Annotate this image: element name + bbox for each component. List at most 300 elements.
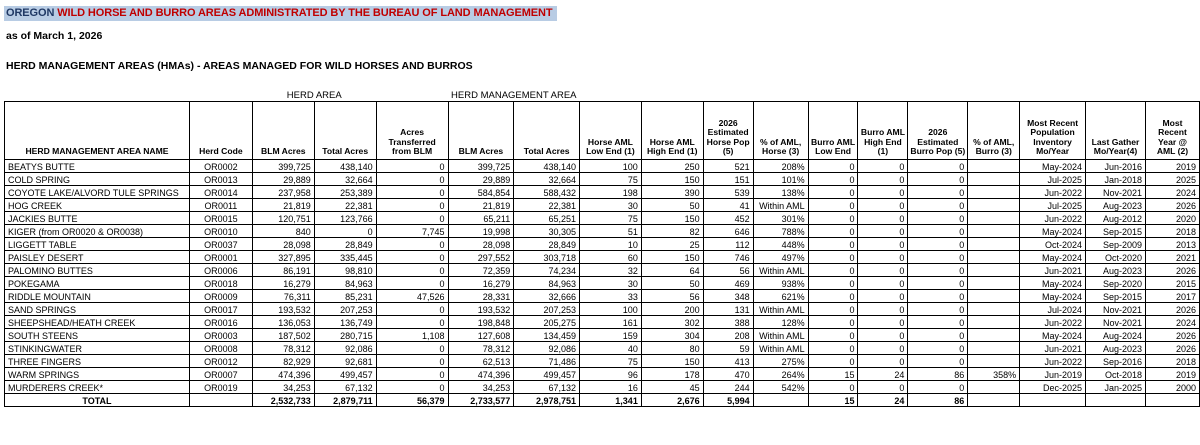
cell-burro-aml-low: 15 — [808, 367, 858, 380]
cell-acres-transferred: 0 — [376, 341, 448, 354]
cell-horse-aml-high: 45 — [641, 380, 703, 393]
cell-burro-pop: 0 — [908, 341, 968, 354]
cell-horse-aml-high: 25 — [641, 237, 703, 250]
cell-burro-aml-high: 0 — [858, 250, 908, 263]
cell-acres-transferred: 0 — [376, 185, 448, 198]
cell-recent-year-aml: 2026 — [1146, 263, 1200, 276]
cell-burro-aml-high: 0 — [858, 315, 908, 328]
cell-pct-aml-burro — [968, 237, 1020, 250]
cell-pop-inventory: May-2024 — [1020, 276, 1086, 289]
cell-horse-aml-high: 200 — [641, 302, 703, 315]
col-header-burro-pop: 2026 Estimated Burro Pop (5) — [908, 101, 968, 159]
cell-horse-aml-high: 250 — [641, 159, 703, 172]
cell-herd-code: OR0003 — [189, 328, 252, 341]
cell-recent-year-aml: 2019 — [1146, 367, 1200, 380]
cell-hma-total-acres: 67,132 — [514, 380, 580, 393]
cell-ha-total-acres: 0 — [314, 224, 376, 237]
cell-ha-blm-acres: 237,958 — [252, 185, 314, 198]
cell-hma-blm-acres: 28,331 — [448, 289, 514, 302]
group-spacer-5 — [808, 88, 858, 101]
cell-pct-aml-burro — [968, 224, 1020, 237]
cell-last-gather: Sep-2009 — [1086, 237, 1146, 250]
cell-last-gather: Nov-2021 — [1086, 315, 1146, 328]
cell-pct-aml-burro — [968, 315, 1020, 328]
table-total-row — [5, 393, 1200, 406]
cell-burro-pop: 0 — [908, 250, 968, 263]
cell-burro-pop: 0 — [908, 380, 968, 393]
cell-ha-blm-acres: 136,053 — [252, 315, 314, 328]
cell-burro-aml-low: 0 — [808, 237, 858, 250]
cell-horse-aml-high: 64 — [641, 263, 703, 276]
cell-horse-pop: 452 — [703, 211, 753, 224]
col-header-pop-inventory: Most Recent Population Inventory Mo/Year — [1020, 101, 1086, 159]
total-cell-burro-pop: 86 — [908, 393, 968, 406]
cell-horse-pop: 646 — [703, 224, 753, 237]
cell-hma-blm-acres: 474,396 — [448, 367, 514, 380]
cell-burro-aml-high: 0 — [858, 224, 908, 237]
cell-hma-blm-acres: 19,998 — [448, 224, 514, 237]
group-spacer-7 — [908, 88, 968, 101]
cell-hma-blm-acres: 65,211 — [448, 211, 514, 224]
cell-name: RIDDLE MOUNTAIN — [5, 289, 190, 302]
cell-recent-year-aml: 2013 — [1146, 237, 1200, 250]
cell-acres-transferred: 0 — [376, 354, 448, 367]
cell-ha-total-acres: 67,132 — [314, 380, 376, 393]
cell-recent-year-aml: 2017 — [1146, 289, 1200, 302]
cell-burro-aml-low: 0 — [808, 289, 858, 302]
cell-pct-aml-burro — [968, 250, 1020, 263]
col-header-ha-total-acres: Total Acres — [314, 101, 376, 159]
cell-hma-total-acres: 303,718 — [514, 250, 580, 263]
total-cell-hma-total-acres: 2,978,751 — [514, 393, 580, 406]
total-cell-ha-total-acres: 2,879,711 — [314, 393, 376, 406]
cell-ha-total-acres: 98,810 — [314, 263, 376, 276]
cell-horse-aml-high: 390 — [641, 185, 703, 198]
group-spacer-6 — [858, 88, 908, 101]
total-cell-pct-aml-burro — [968, 393, 1020, 406]
cell-horse-aml-high: 150 — [641, 211, 703, 224]
cell-acres-transferred: 0 — [376, 250, 448, 263]
group-spacer-11 — [1146, 88, 1200, 101]
total-cell-horse-aml-low: 1,341 — [580, 393, 642, 406]
cell-horse-aml-low: 159 — [580, 328, 642, 341]
cell-herd-code: OR0013 — [189, 172, 252, 185]
cell-horse-aml-low: 60 — [580, 250, 642, 263]
cell-ha-blm-acres: 187,502 — [252, 328, 314, 341]
cell-horse-aml-high: 150 — [641, 250, 703, 263]
cell-hma-total-acres: 207,253 — [514, 302, 580, 315]
table-row — [5, 354, 1200, 367]
table-row — [5, 367, 1200, 380]
cell-burro-aml-low: 0 — [808, 380, 858, 393]
cell-pop-inventory: Jun-2022 — [1020, 315, 1086, 328]
cell-burro-aml-low: 0 — [808, 276, 858, 289]
cell-burro-aml-low: 0 — [808, 172, 858, 185]
cell-herd-code: OR0018 — [189, 276, 252, 289]
col-header-recent-year-aml: Most Recent Year @ AML (2) — [1146, 101, 1200, 159]
cell-pct-aml-horse: 275% — [753, 354, 808, 367]
cell-hma-total-acres: 22,381 — [514, 198, 580, 211]
cell-burro-aml-high: 0 — [858, 237, 908, 250]
cell-ha-blm-acres: 16,279 — [252, 276, 314, 289]
cell-hma-total-acres: 205,275 — [514, 315, 580, 328]
cell-pct-aml-horse: 542% — [753, 380, 808, 393]
cell-pct-aml-horse: Within AML — [753, 328, 808, 341]
cell-ha-total-acres: 438,140 — [314, 159, 376, 172]
cell-hma-total-acres: 499,457 — [514, 367, 580, 380]
cell-last-gather: Oct-2020 — [1086, 250, 1146, 263]
cell-pct-aml-horse: 788% — [753, 224, 808, 237]
group-spacer-transferred — [376, 88, 448, 101]
cell-hma-total-acres: 30,305 — [514, 224, 580, 237]
cell-pct-aml-horse: 138% — [753, 185, 808, 198]
cell-pct-aml-burro — [968, 276, 1020, 289]
cell-ha-blm-acres: 399,725 — [252, 159, 314, 172]
cell-acres-transferred: 0 — [376, 315, 448, 328]
group-header-herd-area: HERD AREA — [286, 89, 342, 101]
cell-hma-blm-acres: 78,312 — [448, 341, 514, 354]
cell-hma-total-acres: 28,849 — [514, 237, 580, 250]
cell-recent-year-aml: 2018 — [1146, 354, 1200, 367]
cell-pop-inventory: May-2024 — [1020, 328, 1086, 341]
cell-pct-aml-burro — [968, 211, 1020, 224]
cell-acres-transferred: 0 — [376, 172, 448, 185]
col-header-ha-blm-acres: BLM Acres — [252, 101, 314, 159]
group-spacer-4 — [753, 88, 808, 101]
col-header-burro-aml-high: Burro AML High End (1) — [858, 101, 908, 159]
total-cell-last-gather — [1086, 393, 1146, 406]
cell-pop-inventory: Jun-2022 — [1020, 354, 1086, 367]
cell-pct-aml-horse: 938% — [753, 276, 808, 289]
cell-horse-pop: 388 — [703, 315, 753, 328]
total-cell-hma-blm-acres: 2,733,577 — [448, 393, 514, 406]
cell-horse-aml-low: 100 — [580, 159, 642, 172]
cell-pct-aml-horse: 208% — [753, 159, 808, 172]
cell-burro-aml-high: 0 — [858, 380, 908, 393]
cell-pop-inventory: Jul-2025 — [1020, 198, 1086, 211]
cell-horse-aml-low: 30 — [580, 276, 642, 289]
cell-burro-aml-low: 0 — [808, 185, 858, 198]
col-header-horse-pop: 2026 Estimated Horse Pop (5) — [703, 101, 753, 159]
cell-ha-blm-acres: 29,889 — [252, 172, 314, 185]
cell-last-gather: Aug-2023 — [1086, 341, 1146, 354]
table-row — [5, 289, 1200, 302]
cell-herd-code: OR0008 — [189, 341, 252, 354]
cell-burro-aml-high: 0 — [858, 172, 908, 185]
cell-herd-code: OR0012 — [189, 354, 252, 367]
cell-name: HOG CREEK — [5, 198, 190, 211]
cell-horse-aml-low: 10 — [580, 237, 642, 250]
col-header-herd-code: Herd Code — [189, 101, 252, 159]
cell-ha-blm-acres: 327,895 — [252, 250, 314, 263]
cell-hma-total-acres: 84,963 — [514, 276, 580, 289]
table-row — [5, 302, 1200, 315]
cell-recent-year-aml: 2026 — [1146, 328, 1200, 341]
cell-horse-aml-low: 33 — [580, 289, 642, 302]
cell-burro-aml-high: 0 — [858, 341, 908, 354]
cell-recent-year-aml: 2025 — [1146, 172, 1200, 185]
cell-ha-total-acres: 85,231 — [314, 289, 376, 302]
cell-hma-blm-acres: 34,253 — [448, 380, 514, 393]
cell-recent-year-aml: 2000 — [1146, 380, 1200, 393]
cell-herd-code: OR0007 — [189, 367, 252, 380]
cell-ha-blm-acres: 86,191 — [252, 263, 314, 276]
cell-acres-transferred: 7,745 — [376, 224, 448, 237]
cell-burro-aml-low: 0 — [808, 354, 858, 367]
cell-pct-aml-horse: Within AML — [753, 198, 808, 211]
table-row — [5, 341, 1200, 354]
cell-horse-aml-low: 75 — [580, 172, 642, 185]
cell-horse-aml-high: 304 — [641, 328, 703, 341]
as-of-date: as of March 1, 2026 — [6, 30, 103, 42]
cell-horse-aml-low: 75 — [580, 211, 642, 224]
cell-acres-transferred: 0 — [376, 211, 448, 224]
cell-last-gather: Sep-2015 — [1086, 224, 1146, 237]
cell-burro-pop: 0 — [908, 159, 968, 172]
cell-pct-aml-horse: Within AML — [753, 302, 808, 315]
cell-burro-pop: 0 — [908, 172, 968, 185]
cell-horse-pop: 413 — [703, 354, 753, 367]
cell-pct-aml-horse: 448% — [753, 237, 808, 250]
cell-hma-total-acres: 588,432 — [514, 185, 580, 198]
cell-ha-blm-acres: 120,751 — [252, 211, 314, 224]
cell-pop-inventory: Jun-2021 — [1020, 341, 1086, 354]
cell-horse-aml-high: 150 — [641, 172, 703, 185]
cell-pct-aml-burro — [968, 159, 1020, 172]
cell-burro-aml-high: 0 — [858, 289, 908, 302]
cell-burro-aml-low: 0 — [808, 341, 858, 354]
cell-burro-pop: 0 — [908, 302, 968, 315]
total-cell-ha-blm-acres: 2,532,733 — [252, 393, 314, 406]
cell-last-gather: Sep-2015 — [1086, 289, 1146, 302]
table-row — [5, 250, 1200, 263]
cell-recent-year-aml: 2024 — [1146, 185, 1200, 198]
cell-name: THREE FINGERS — [5, 354, 190, 367]
cell-pct-aml-horse: 128% — [753, 315, 808, 328]
table-row — [5, 328, 1200, 341]
cell-ha-blm-acres: 34,253 — [252, 380, 314, 393]
cell-herd-code: OR0001 — [189, 250, 252, 263]
cell-herd-code: OR0014 — [189, 185, 252, 198]
cell-horse-pop: 521 — [703, 159, 753, 172]
group-spacer-1 — [580, 88, 642, 101]
cell-hma-total-acres: 92,086 — [514, 341, 580, 354]
cell-burro-aml-low: 0 — [808, 328, 858, 341]
cell-pct-aml-horse: Within AML — [753, 263, 808, 276]
cell-burro-pop: 0 — [908, 211, 968, 224]
cell-ha-blm-acres: 21,819 — [252, 198, 314, 211]
cell-burro-aml-low: 0 — [808, 198, 858, 211]
cell-horse-aml-low: 32 — [580, 263, 642, 276]
cell-ha-total-acres: 84,963 — [314, 276, 376, 289]
group-header-row — [5, 88, 1200, 101]
title-rest: WILD HORSE AND BURRO AREAS ADMINISTRATED BY THE BUREAU OF LAND MANAGEMENT — [57, 7, 553, 19]
cell-burro-aml-low: 0 — [808, 302, 858, 315]
cell-pct-aml-horse: 301% — [753, 211, 808, 224]
cell-pop-inventory: Jun-2022 — [1020, 211, 1086, 224]
cell-ha-total-acres: 499,457 — [314, 367, 376, 380]
cell-ha-total-acres: 32,664 — [314, 172, 376, 185]
cell-hma-total-acres: 438,140 — [514, 159, 580, 172]
col-header-last-gather: Last Gather Mo/Year(4) — [1086, 101, 1146, 159]
cell-name: COYOTE LAKE/ALVORD TULE SPRINGS — [5, 185, 190, 198]
col-header-hma-blm-acres: BLM Acres — [448, 101, 514, 159]
cell-ha-total-acres: 207,253 — [314, 302, 376, 315]
cell-burro-aml-high: 0 — [858, 263, 908, 276]
cell-pct-aml-burro: 358% — [968, 367, 1020, 380]
cell-name: SAND SPRINGS — [5, 302, 190, 315]
table-row — [5, 315, 1200, 328]
cell-burro-aml-high: 0 — [858, 328, 908, 341]
total-cell-burro-aml-low: 15 — [808, 393, 858, 406]
cell-ha-blm-acres: 474,396 — [252, 367, 314, 380]
cell-horse-aml-low: 16 — [580, 380, 642, 393]
table-row — [5, 198, 1200, 211]
cell-horse-aml-high: 50 — [641, 276, 703, 289]
cell-ha-total-acres: 253,389 — [314, 185, 376, 198]
cell-hma-total-acres: 32,666 — [514, 289, 580, 302]
cell-name: KIGER (from OR0020 & OR0038) — [5, 224, 190, 237]
group-spacer-name — [5, 88, 190, 101]
cell-pct-aml-burro — [968, 289, 1020, 302]
cell-last-gather: Sep-2020 — [1086, 276, 1146, 289]
cell-horse-pop: 151 — [703, 172, 753, 185]
cell-ha-total-acres: 136,749 — [314, 315, 376, 328]
cell-horse-aml-low: 40 — [580, 341, 642, 354]
cell-burro-pop: 0 — [908, 354, 968, 367]
cell-burro-aml-low: 0 — [808, 211, 858, 224]
cell-burro-aml-high: 0 — [858, 276, 908, 289]
cell-burro-pop: 0 — [908, 289, 968, 302]
cell-pct-aml-burro — [968, 354, 1020, 367]
cell-horse-pop: 539 — [703, 185, 753, 198]
total-cell-pop-inventory — [1020, 393, 1086, 406]
cell-pct-aml-burro — [968, 185, 1020, 198]
cell-burro-pop: 0 — [908, 224, 968, 237]
cell-horse-aml-high: 50 — [641, 198, 703, 211]
cell-hma-blm-acres: 399,725 — [448, 159, 514, 172]
cell-pop-inventory: Dec-2025 — [1020, 380, 1086, 393]
cell-pct-aml-burro — [968, 198, 1020, 211]
section-heading: HERD MANAGEMENT AREAS (HMAs) - AREAS MANAGED FOR WILD HORSES AND BURROS — [6, 60, 473, 72]
cell-name: PALOMINO BUTTES — [5, 263, 190, 276]
cell-horse-aml-high: 302 — [641, 315, 703, 328]
cell-horse-aml-high: 82 — [641, 224, 703, 237]
cell-acres-transferred: 0 — [376, 380, 448, 393]
table-row — [5, 185, 1200, 198]
cell-pct-aml-horse: Within AML — [753, 341, 808, 354]
cell-burro-aml-high: 0 — [858, 211, 908, 224]
cell-pop-inventory: Jun-2019 — [1020, 367, 1086, 380]
cell-acres-transferred: 0 — [376, 198, 448, 211]
cell-hma-blm-acres: 62,513 — [448, 354, 514, 367]
cell-acres-transferred: 0 — [376, 276, 448, 289]
total-cell-pct-aml-horse — [753, 393, 808, 406]
cell-ha-total-acres: 92,086 — [314, 341, 376, 354]
cell-herd-code: OR0016 — [189, 315, 252, 328]
total-cell-burro-aml-high: 24 — [858, 393, 908, 406]
cell-horse-pop: 41 — [703, 198, 753, 211]
cell-name: BEATYS BUTTE — [5, 159, 190, 172]
cell-horse-aml-low: 96 — [580, 367, 642, 380]
cell-recent-year-aml: 2018 — [1146, 224, 1200, 237]
cell-name: SHEEPSHEAD/HEATH CREEK — [5, 315, 190, 328]
cell-recent-year-aml: 2019 — [1146, 159, 1200, 172]
cell-burro-aml-high: 24 — [858, 367, 908, 380]
cell-total-label: TOTAL — [5, 393, 190, 406]
cell-pop-inventory: Jul-2025 — [1020, 172, 1086, 185]
cell-ha-blm-acres: 82,929 — [252, 354, 314, 367]
cell-burro-pop: 0 — [908, 185, 968, 198]
cell-herd-code: OR0015 — [189, 211, 252, 224]
cell-burro-pop: 0 — [908, 263, 968, 276]
cell-horse-pop: 208 — [703, 328, 753, 341]
cell-name: STINKINGWATER — [5, 341, 190, 354]
cell-horse-aml-high: 80 — [641, 341, 703, 354]
cell-name: JACKIES BUTTE — [5, 211, 190, 224]
group-spacer-9 — [1020, 88, 1086, 101]
cell-hma-total-acres: 32,664 — [514, 172, 580, 185]
cell-acres-transferred: 0 — [376, 159, 448, 172]
cell-last-gather: Sep-2016 — [1086, 354, 1146, 367]
cell-pop-inventory: Jun-2022 — [1020, 185, 1086, 198]
cell-hma-blm-acres: 21,819 — [448, 198, 514, 211]
cell-hma-blm-acres: 127,608 — [448, 328, 514, 341]
cell-pop-inventory: Oct-2024 — [1020, 237, 1086, 250]
cell-burro-aml-low: 0 — [808, 159, 858, 172]
cell-ha-total-acres: 92,681 — [314, 354, 376, 367]
cell-last-gather: Aug-2023 — [1086, 263, 1146, 276]
cell-ha-blm-acres: 78,312 — [252, 341, 314, 354]
cell-recent-year-aml: 2015 — [1146, 276, 1200, 289]
table-row — [5, 276, 1200, 289]
cell-horse-pop: 131 — [703, 302, 753, 315]
cell-hma-total-acres: 74,234 — [514, 263, 580, 276]
cell-hma-blm-acres: 16,279 — [448, 276, 514, 289]
table-row — [5, 237, 1200, 250]
cell-burro-aml-high: 0 — [858, 302, 908, 315]
cell-horse-aml-low: 100 — [580, 302, 642, 315]
col-header-burro-aml-low: Burro AML Low End — [808, 101, 858, 159]
cell-acres-transferred: 0 — [376, 367, 448, 380]
cell-last-gather: Jan-2025 — [1086, 380, 1146, 393]
cell-last-gather: Aug-2024 — [1086, 328, 1146, 341]
cell-burro-aml-low: 0 — [808, 315, 858, 328]
cell-hma-total-acres: 71,486 — [514, 354, 580, 367]
cell-recent-year-aml: 2026 — [1146, 302, 1200, 315]
cell-pop-inventory: May-2024 — [1020, 250, 1086, 263]
cell-horse-pop: 469 — [703, 276, 753, 289]
cell-recent-year-aml: 2026 — [1146, 341, 1200, 354]
cell-last-gather: Nov-2021 — [1086, 302, 1146, 315]
cell-horse-pop: 59 — [703, 341, 753, 354]
cell-horse-pop: 244 — [703, 380, 753, 393]
cell-burro-aml-low: 0 — [808, 263, 858, 276]
cell-pct-aml-burro — [968, 263, 1020, 276]
cell-ha-total-acres: 123,766 — [314, 211, 376, 224]
cell-horse-pop: 470 — [703, 367, 753, 380]
cell-horse-aml-high: 56 — [641, 289, 703, 302]
group-spacer-code — [189, 88, 252, 101]
cell-burro-pop: 0 — [908, 315, 968, 328]
col-header-pct-aml-horse: % of AML, Horse (3) — [753, 101, 808, 159]
cell-recent-year-aml: 2026 — [1146, 198, 1200, 211]
total-cell-horse-aml-high: 2,676 — [641, 393, 703, 406]
table-row — [5, 380, 1200, 393]
col-header-horse-aml-low: Horse AML Low End (1) — [580, 101, 642, 159]
cell-hma-blm-acres: 28,098 — [448, 237, 514, 250]
cell-horse-aml-high: 178 — [641, 367, 703, 380]
